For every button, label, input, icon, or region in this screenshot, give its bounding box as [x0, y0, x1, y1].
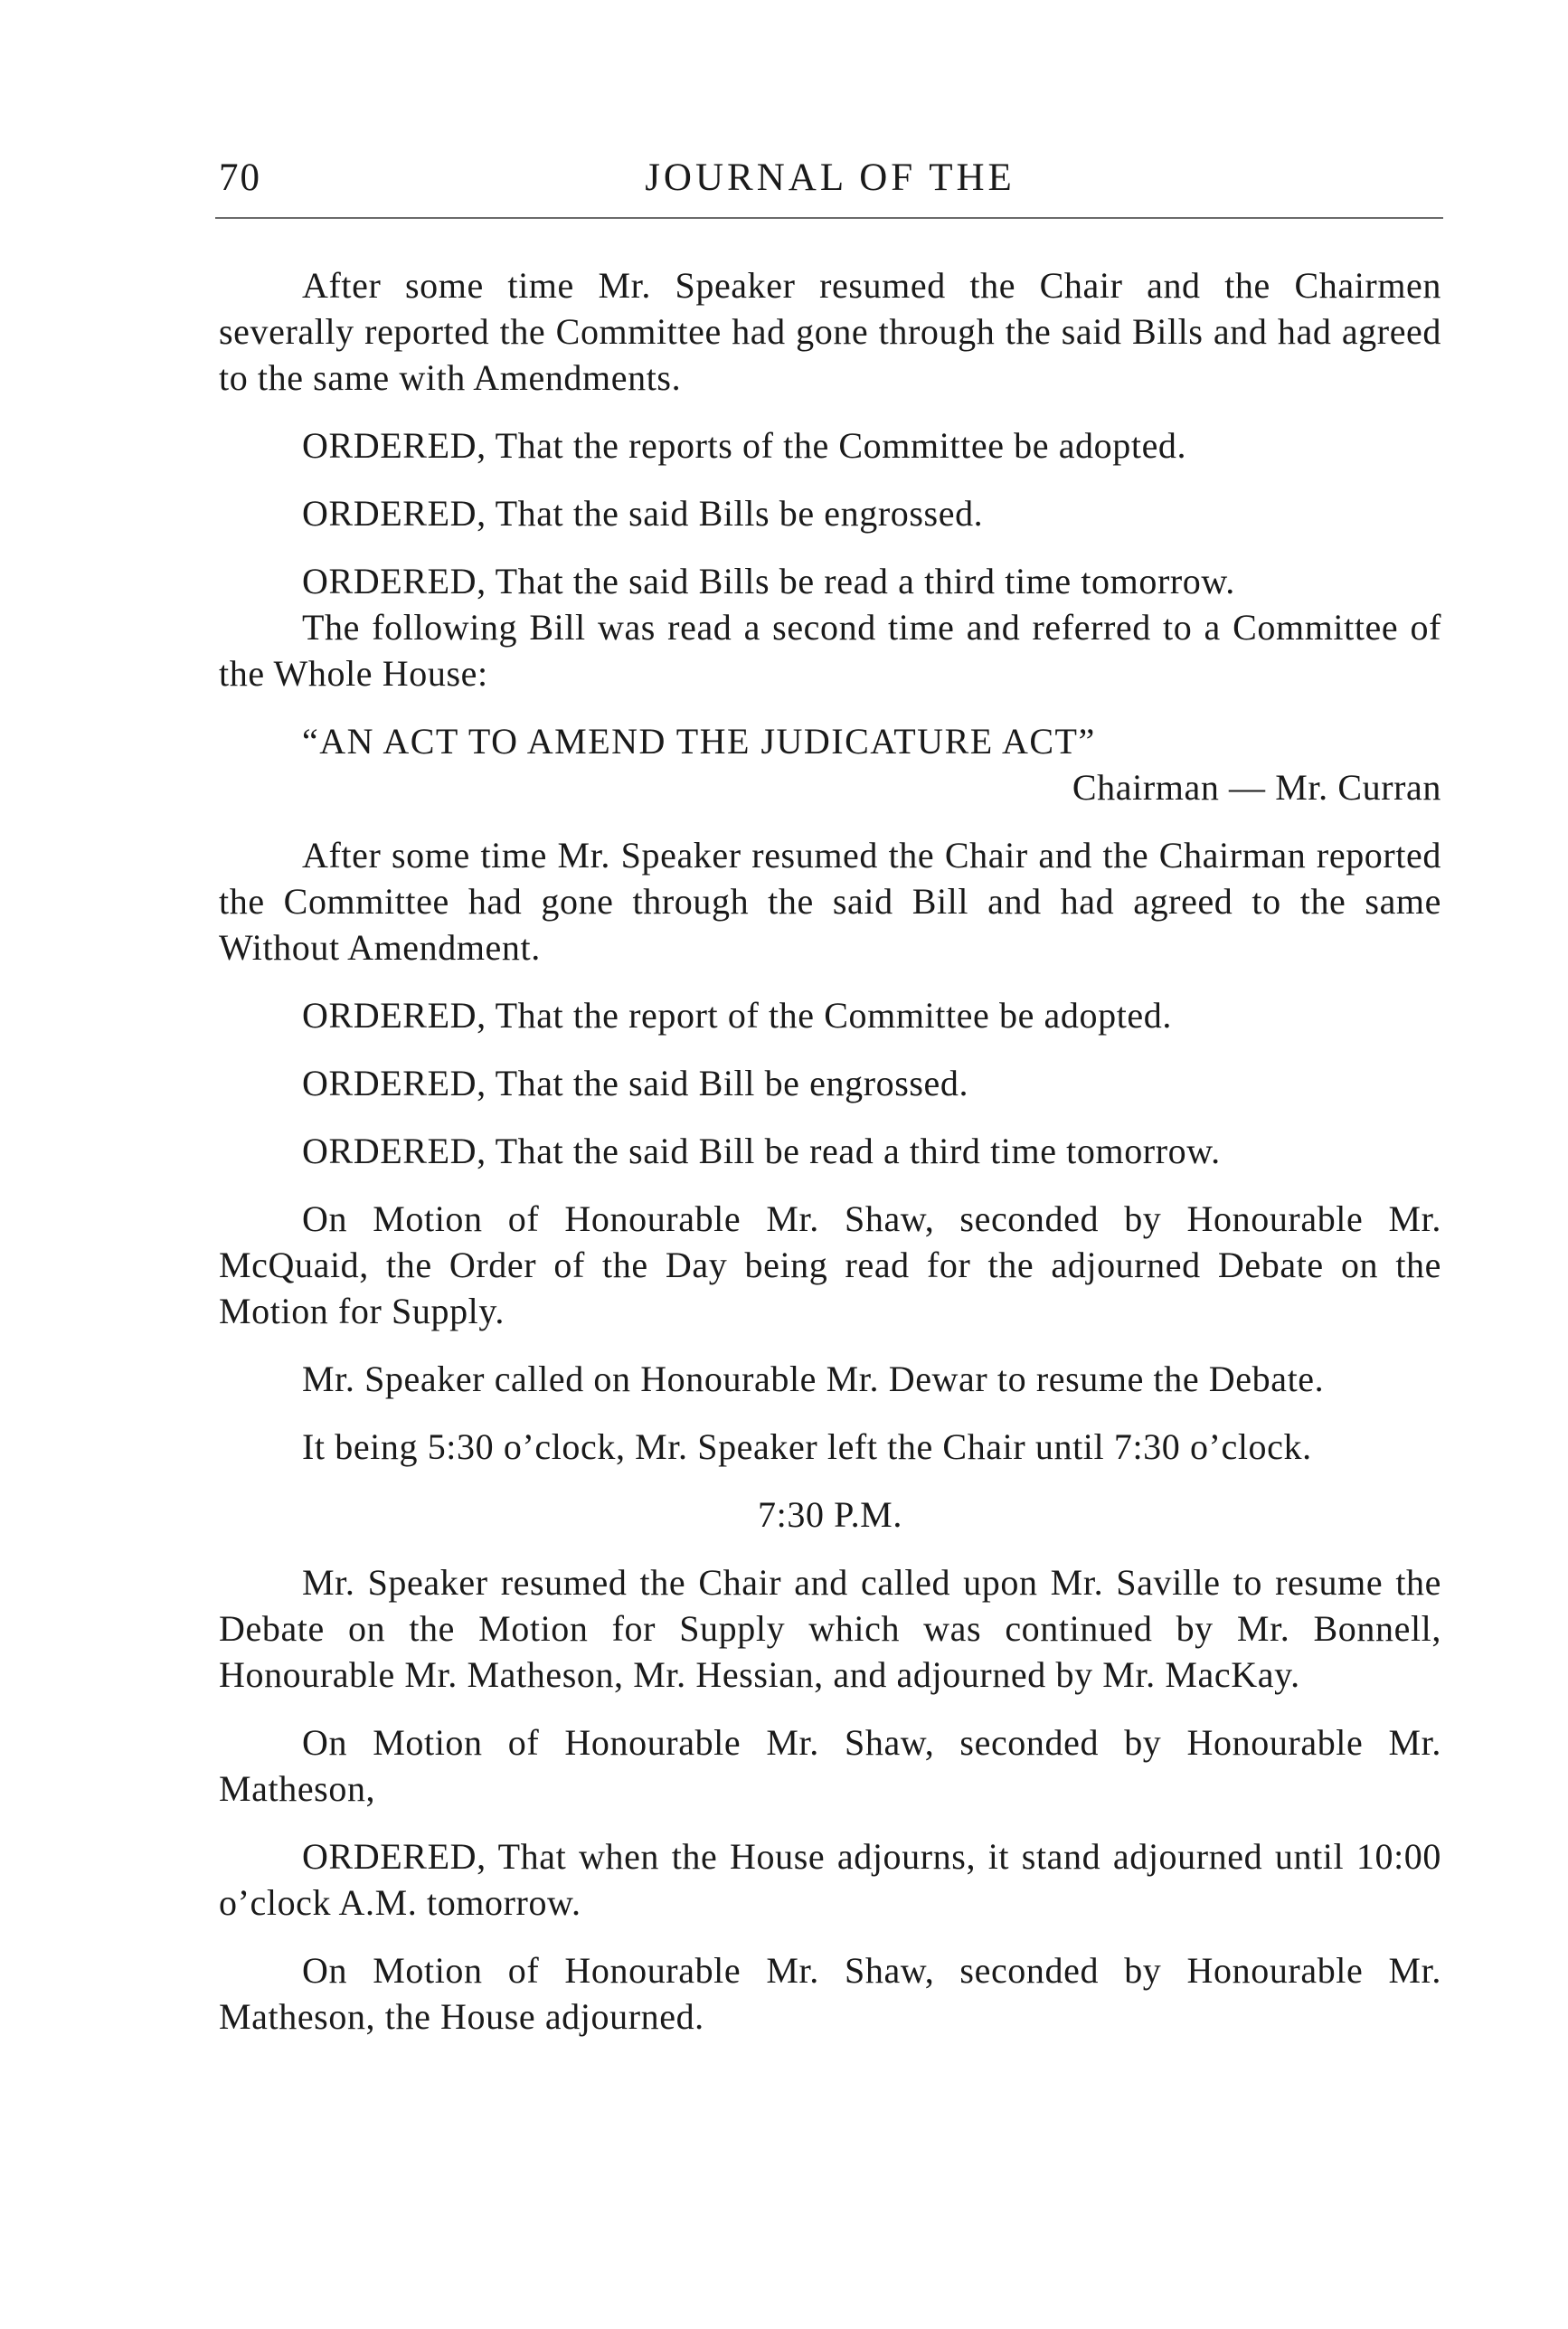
paragraph-ordered-adjournment-time: ORDERED, That when the House adjourns, it stand adjourned until 10:00 o’clock A.M. tomorrow. [219, 1836, 1441, 1923]
paragraph-debate-resumed: Mr. Speaker resumed the Chair and called upon Mr. Saville to resume the Debate on the Motion for Supply which was continued by Mr. Bonnell, Honourable Mr. Matheson, Mr. Hessian, and adjourned by Mr. MacKay. [219, 1562, 1441, 1695]
page-number: 70 [219, 156, 261, 199]
paragraph-chairman-report: After some time Mr. Speaker resumed the Chair and the Chairman reported the Committee had gone through the said Bill and had agreed to the same Without Amendment. [219, 835, 1441, 968]
paragraph-ordered-bill-engrossed: ORDERED, That the said Bill be engrossed. [302, 1063, 969, 1103]
chairman-line: Chairman — Mr. Curran [1072, 767, 1441, 808]
paragraph-speaker-called-dewar: Mr. Speaker called on Honourable Mr. Dewar to resume the Debate. [302, 1359, 1325, 1399]
bill-title: “AN ACT TO AMEND THE JUDICATURE ACT” [302, 721, 1096, 762]
paragraph-ordered-bills-third-reading: ORDERED, That the said Bills be read a third time tomorrow. [302, 561, 1235, 601]
journal-body [219, 262, 1441, 2040]
paragraph-motion-shaw-matheson: On Motion of Honourable Mr. Shaw, seconded by Honourable Mr. Matheson, [219, 1722, 1441, 1809]
time-heading: 7:30 P.M. [758, 1494, 902, 1535]
paragraph-ordered-bills-engrossed: ORDERED, That the said Bills be engrossed. [302, 493, 984, 534]
header-rule [215, 217, 1443, 219]
paragraph-committee-report: After some time Mr. Speaker resumed the Chair and the Chairmen severally reported the Committee had gone through the said Bills and had agreed to the same with Amendments. [219, 265, 1441, 398]
running-head: JOURNAL OF THE [645, 156, 1015, 199]
paragraph-speaker-left-chair: It being 5:30 o’clock, Mr. Speaker left the Chair until 7:30 o’clock. [302, 1426, 1312, 1467]
paragraph-motion-supply-debate: On Motion of Honourable Mr. Shaw, seconded by Honourable Mr. McQuaid, the Order of the Day being read for the adjourned Debate on the Motion for Supply. [219, 1198, 1441, 1331]
paragraph-house-adjourned: On Motion of Honourable Mr. Shaw, seconded by Honourable Mr. Matheson, the House adjourned. [219, 1950, 1441, 2037]
paragraph-ordered-bill-third-reading: ORDERED, That the said Bill be read a third time tomorrow. [302, 1131, 1221, 1171]
paragraph-ordered-report-adopted: ORDERED, That the report of the Committee be adopted. [302, 995, 1172, 1036]
paragraph-ordered-reports-adopted: ORDERED, That the reports of the Committee be adopted. [302, 425, 1187, 466]
page-header [219, 156, 1441, 210]
paragraph-second-reading: The following Bill was read a second time and referred to a Committee of the Whole House: [219, 607, 1441, 694]
